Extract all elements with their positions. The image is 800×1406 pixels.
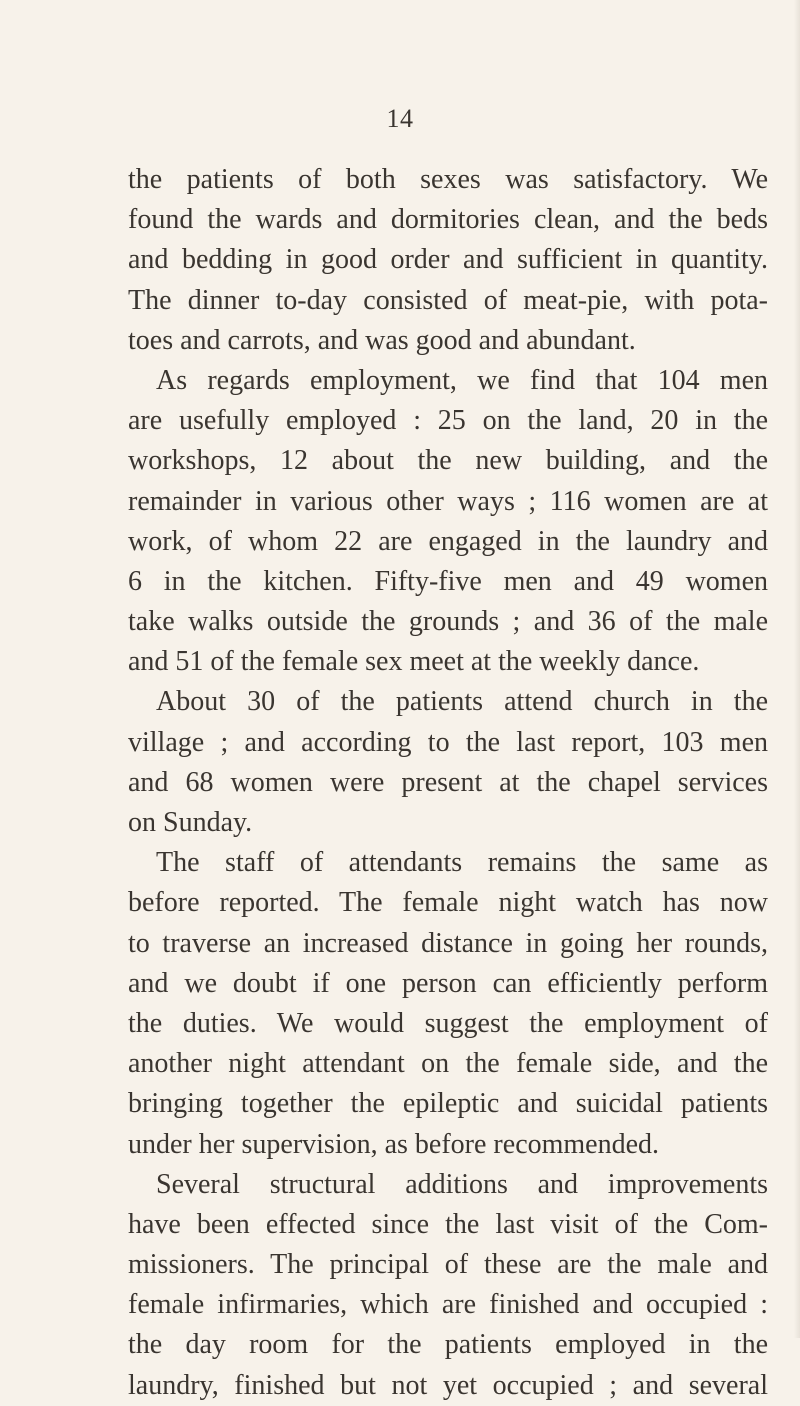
text-line: another night attendant on the female side, and the [128,1048,768,1080]
text-line: bringing together the epileptic and suicidal patients [128,1088,768,1120]
text-line: the duties. We would suggest the employment of [128,1007,768,1039]
text-line: have been effected since the last visit of the Com- [128,1208,768,1240]
text-line: on Sunday. [128,807,253,838]
text-line: work, of whom 22 are engaged in the laundry and [128,525,768,557]
text-line: The dinner to-day consisted of meat-pie, with pota- [128,284,768,316]
text-line: and 51 of the female sex meet at the weekly dance. [128,646,700,678]
text-line: workshops, 12 about the new building, and the [128,445,768,477]
text-line: to traverse an increased distance in going her rounds, [128,927,768,959]
text-line: before reported. The female night watch has now [128,887,768,919]
text-line: and 68 women were present at the chapel services [128,766,768,798]
text-line: As regards employment, we find that 104 men [156,364,768,396]
text-line: the patients of both sexes was satisfactory. We [128,164,768,195]
text-line: Several structural additions and improvements [156,1168,768,1200]
text-line: village ; and according to the last report, 103 men [128,726,768,758]
body-text [128,160,768,1406]
page-edge-shadow [794,0,800,1338]
text-line: are usefully employed : 25 on the land, 20 in the [128,405,768,437]
text-line: the day room for the patients employed in the [128,1329,768,1361]
text-line: take walks outside the grounds ; and 36 of the male [128,606,768,638]
text-line: missioners. The principal of these are the male and [128,1249,768,1281]
text-line: found the wards and dormitories clean, and the beds [128,204,768,236]
text-line: About 30 of the patients attend church in the [156,686,768,718]
text-line: 6 in the kitchen. Fifty-five men and 49 women [128,565,768,597]
text-line: under her supervision, as before recommended. [128,1128,660,1160]
text-line: laundry, finished but not yet occupied ; and several [128,1369,768,1401]
text-line: female infirmaries, which are finished and occupied : [128,1289,768,1321]
page-number: 14 [386,104,414,133]
text-line: The staff of attendants remains the same as [156,847,768,879]
text-line: remainder in various other ways ; 116 women are at [128,485,768,517]
text-line: and bedding in good order and sufficient in quantity. [128,244,768,276]
text-line: toes and carrots, and was good and abundant. [128,324,636,356]
text-line: and we doubt if one person can efficiently perform [128,967,768,999]
